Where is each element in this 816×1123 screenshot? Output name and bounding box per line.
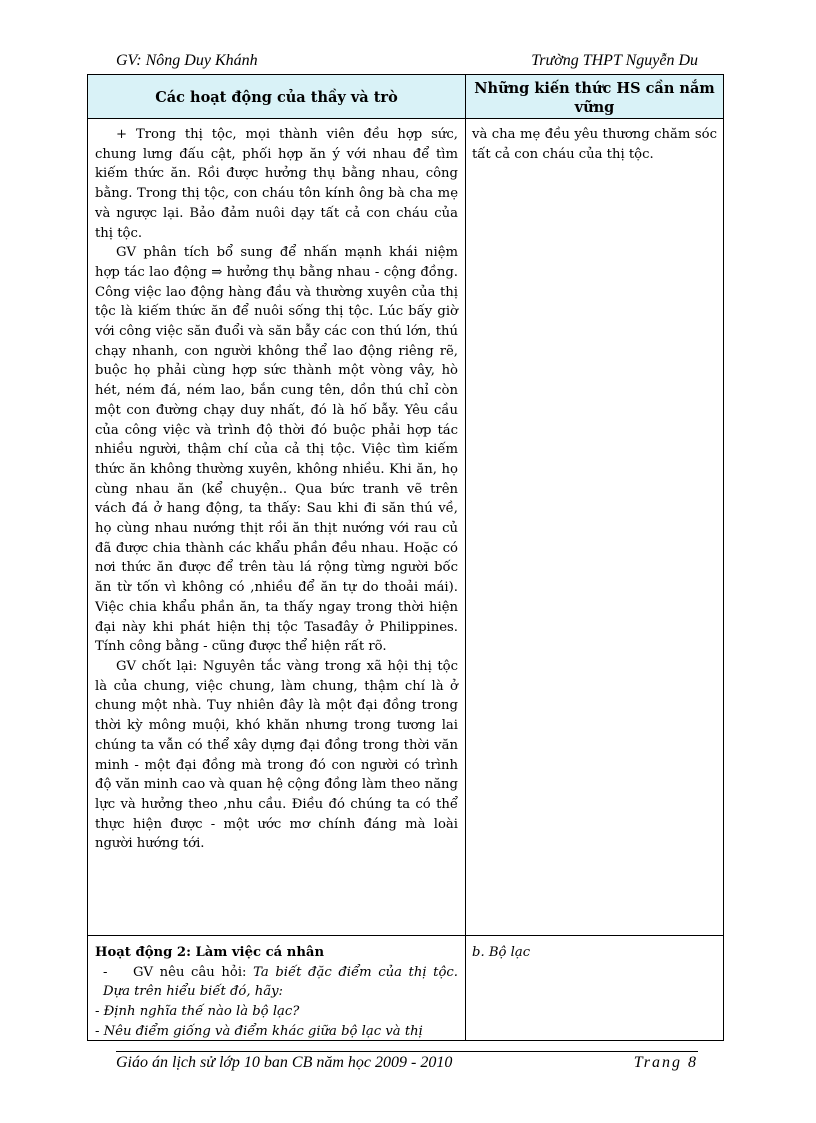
row1-right-cell: và cha mẹ đều yêu thương chăm sóc tất cả con cháu của thị tộc. xyxy=(472,127,717,162)
school-name: Trường THPT Nguyễn Du xyxy=(531,52,698,69)
teacher-name: GV: Nông Duy Khánh xyxy=(116,52,258,69)
row1-left-cell xyxy=(95,125,458,854)
row2-right-cell: b. Bộ lạc xyxy=(472,945,531,960)
row2-left-cell xyxy=(95,943,458,1042)
activity-title: Hoạt động 2: Làm việc cá nhân xyxy=(95,945,325,960)
page-header xyxy=(116,52,698,74)
question-lead: - GV nêu câu hỏi: Ta biết đặc điểm của thị tộc. Dựa trên hiểu biết đó, hãy: xyxy=(103,964,458,1000)
page-footer xyxy=(116,1054,698,1076)
paragraph: GV phân tích bổ sung để nhấn mạnh khái niệm hợp tác lao động ⇒ hưởng thụ bằng nhau - cộng đồng. Công việc lao động hàng đầu và thường xuyên của thị tộc là kiếm thức ăn để nuôi sống thị tộc. Lúc bấy giờ với công việc săn đuổi và săn bẫy các con thú lớn, thú chạy nhanh, con người không thể lao động riêng rẽ, buộc họ phải cùng hợp sức thành một vòng vây, hò hét, ném đá, ném lao, bắn cung tên, dồn thú chỉ còn một con đường chạy duy nhất, đó là hố bẫy. Yêu cầu của công việc và trình độ thời đó buộc phải hợp tác nhiều người, thậm chí của cả thị tộc. Việc tìm kiếm thức ăn không thường xuyên, không nhiều. Khi ăn, họ cùng nhau ăn (kể chuyện.. Qua bức tranh vẽ trên vách đá ở hang động, ta thấy: Sau khi đi săn thú về, họ cùng nhau nướng thịt rồi ăn thịt nướng với rau củ đã được chia thành các khẩu phần đều nhau. Hoặc có nơi thức ăn được để trên tàu lá rộng từng người bốc ăn từ tốn vì không có ,nhiều để ăn tự do thoải mái). Việc chia khẩu phần ăn, ta thấy ngay trong thời hiện đại này khi phát hiện thị tộc Tasađây ở Philippines. Tính công bằng - cũng được thể hiện rất rõ. xyxy=(95,245,458,655)
column-divider xyxy=(465,75,466,1040)
question-item: - Định nghĩa thế nào là bộ lạc? xyxy=(95,1004,300,1020)
row-divider xyxy=(88,935,723,936)
paragraph: + Trong thị tộc, mọi thành viên đều hợp sức, chung lưng đấu cật, phối hợp ăn ý với nhau để tìm kiếm thức ăn. Rồi được hưởng thụ bằng nhau, công bằng. Trong thị tộc, con cháu tôn kính ông bà cha mẹ và ngược lại. Bảo đảm nuôi dạy tất cả con cháu của thị tộc. xyxy=(95,127,458,241)
footer-course: Giáo án lịch sử lớp 10 ban CB năm học 2009 - 2010 xyxy=(116,1054,453,1071)
question-item: - Nêu điểm giống và điểm khác giữa bộ lạc và thị xyxy=(95,1023,423,1039)
col1-header: Các hoạt động của thầy và trò xyxy=(155,88,398,106)
col2-header: Những kiến thức HS cần nắm vững xyxy=(474,80,715,116)
footer-divider xyxy=(116,1051,698,1052)
table-header-row xyxy=(88,75,723,119)
lesson-table xyxy=(87,74,724,1041)
paragraph: GV chốt lại: Nguyên tắc vàng trong xã hội thị tộc là của chung, việc chung, làm chung, thậm chí là ở chung một nhà. Tuy nhiên đây là một đại đồng trong thời kỳ mông muội, khó khăn nhưng trong tương lai chúng ta vẫn có thể xây dựng đại đồng trong thời văn minh - một đại đồng mà trong đó con người có trình độ văn minh cao và quan hệ cộng đồng làm theo năng lực và hưởng theo ,nhu cầu. Điều đó chúng ta có thể thực hiện được - một ước mơ chính đáng mà loài người hướng tới. xyxy=(95,658,458,852)
page-number: Trang 8 xyxy=(633,1054,698,1071)
